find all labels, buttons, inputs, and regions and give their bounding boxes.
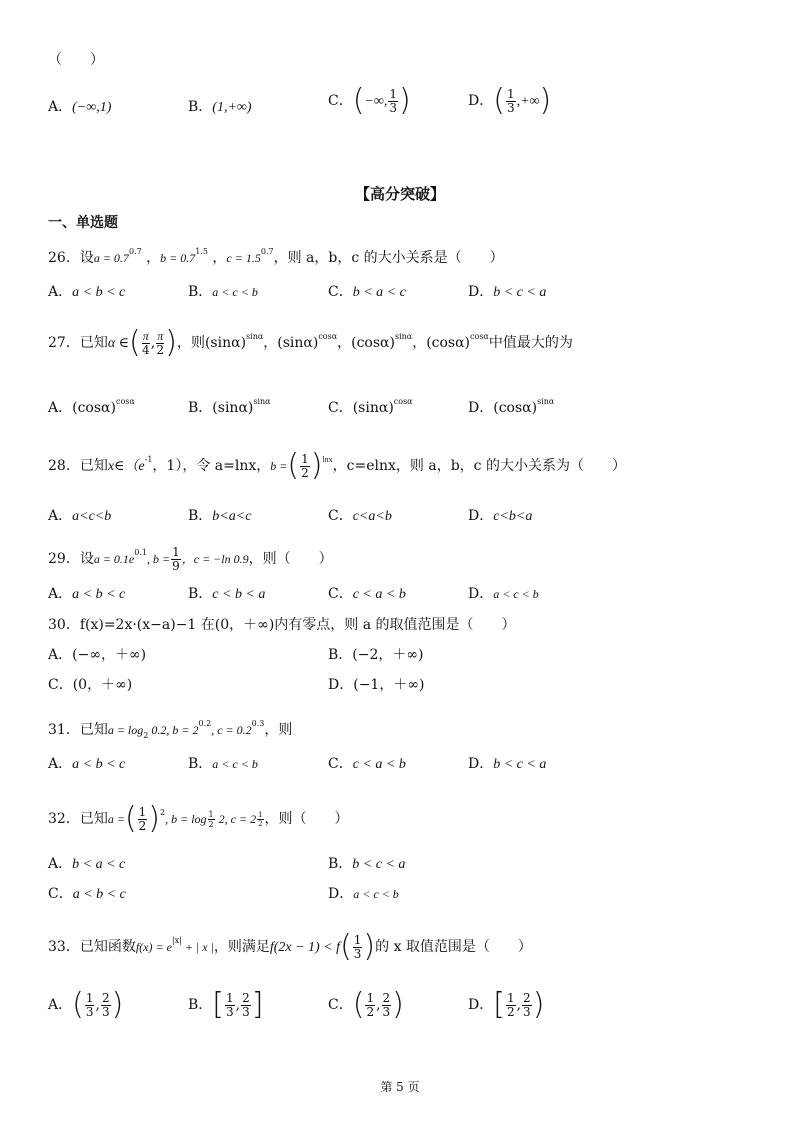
fraction: $\frac{1}{3}$: [389, 86, 398, 115]
q31-option-c[interactable]: C．c < a < b: [328, 756, 406, 772]
q33-option-c[interactable]: C．( $\frac{1}{2}$ , $\frac{2}{3}$ ): [328, 987, 404, 1022]
q26-stem: 26．设$a = 0.7^{0.7}$ ，$b = 0.7^{1.5}$ ，$c = 1.5^{0.7}$，则 a，b，c 的大小关系是（ ）: [48, 247, 504, 266]
q27-stem: 27．已知α ∈( $\frac{\pi}{4}$ , $\frac{\pi}{2}$ )，则$(\sin\alpha)^{sin\alpha}$，$(\sin\alpha)^{cos\alpha}$，$(\cos\alpha)^{sin\alpha}$，$(\cos\alpha)^{cos\alpha}$中值最大的为: [48, 325, 573, 360]
q27-option-c[interactable]: C．$(\sin\alpha)^{cos\alpha}$: [328, 397, 413, 416]
section-title: 一、单选题: [48, 215, 118, 231]
q26-option-d[interactable]: D．b < c < a: [468, 284, 547, 300]
q32-option-a[interactable]: A．b < a < c: [48, 856, 126, 872]
q29-option-a[interactable]: A．a < b < c: [48, 586, 126, 602]
q25-option-d[interactable]: D．( $\frac{1}{3}$ ,+∞): [468, 83, 552, 118]
q28-option-a[interactable]: A．a<c<b: [48, 508, 112, 524]
q33-stem: 33．已知函数$f(x) = e^{|x|}$ + | x |，则满足f(2x − 1) < f( $\frac{1}{3}$ )的 x 取值范围是（ ）: [48, 929, 532, 964]
option-letter: A．: [48, 99, 73, 115]
q33-option-a[interactable]: A．( $\frac{1}{3}$ , $\frac{2}{3}$ ): [48, 987, 124, 1022]
option-letter: C．: [328, 93, 353, 109]
q33-option-d[interactable]: D．[ $\frac{1}{2}$ , $\frac{2}{3}$ ): [468, 987, 545, 1022]
q26-option-c[interactable]: C．b < a < c: [328, 284, 406, 300]
q30-option-c[interactable]: C．(0，＋∞): [48, 677, 133, 693]
option-letter: D．: [468, 93, 494, 109]
q25-option-c[interactable]: C．(−∞, $\frac{1}{3}$ ): [328, 83, 411, 118]
option-text: (1,+∞): [212, 100, 252, 115]
q30-option-d[interactable]: D．(−1，＋∞): [328, 677, 425, 693]
q25-option-b[interactable]: [188, 97, 252, 118]
q31-option-b[interactable]: B．a < c < b: [188, 756, 258, 772]
q33-option-b[interactable]: B．[ $\frac{1}{3}$ , $\frac{2}{3}$ ]: [188, 987, 264, 1022]
q27-option-a[interactable]: A．$(\cos\alpha)^{cos\alpha}$: [48, 397, 135, 416]
q27-option-d[interactable]: D．$(\cos\alpha)^{sin\alpha}$: [468, 397, 555, 416]
fraction: $\frac{1}{3}$: [506, 86, 515, 115]
q29-option-d[interactable]: D．a < c < b: [468, 586, 539, 602]
q29-stem: 29．设$a = 0.1e^{0.1}$, b = $\frac{1}{9}$ ，c = −ln 0.9，则（ ）: [48, 544, 333, 573]
q32-option-b[interactable]: B．b < c < a: [328, 856, 406, 872]
q28-stem: 28．已知$x\in(e^{-1}$，1），令 a=lnx，b =( $\frac{1}{2}$ )$^{lnx}$，c=elnx，则 a，b，c 的大小关系为（ ）: [48, 448, 626, 483]
option-text: ,+∞: [516, 94, 540, 109]
q26-option-a[interactable]: A．a < b < c: [48, 284, 126, 300]
q32-option-c[interactable]: C．a < b < c: [48, 886, 126, 902]
q29-option-b[interactable]: B．c < b < a: [188, 586, 266, 602]
option-letter: B．: [188, 99, 213, 115]
question-number: 26．设: [48, 250, 94, 266]
q31-option-d[interactable]: D．b < c < a: [468, 756, 547, 772]
q29-option-c[interactable]: C．c < a < b: [328, 586, 406, 602]
option-text: (−∞,1): [72, 100, 112, 115]
q31-option-a[interactable]: A．a < b < c: [48, 756, 126, 772]
page-footer: 第 5 页: [380, 1080, 420, 1094]
q28-option-b[interactable]: B．b<a<c: [188, 508, 252, 524]
q26-option-b[interactable]: B．a < c < b: [188, 284, 258, 300]
q25-option-a[interactable]: [48, 97, 111, 118]
q28-option-c[interactable]: C．c<a<b: [328, 508, 392, 524]
q25-stem-tail: （ ）: [48, 52, 104, 68]
q30-option-b[interactable]: B．(−2，＋∞): [328, 647, 424, 663]
option-text: −∞,: [364, 94, 388, 109]
section-heading: 【高分突破】: [354, 185, 445, 203]
q31-stem: 31．已知$a = \log_2 0.2$, $b = 2^{0.2}$, $c = 0.2^{0.3}$，则: [48, 719, 293, 740]
q27-option-b[interactable]: B．$(\sin\alpha)^{sin\alpha}$: [188, 397, 271, 416]
q30-option-a[interactable]: A．(−∞，＋∞): [48, 647, 147, 663]
q32-option-d[interactable]: D．a < c < b: [328, 886, 399, 902]
q30-stem: 30．f(x)=2x·(x−a)−1 在(0，＋∞)内有零点，则 a 的取值范围是（ ）: [48, 617, 516, 633]
q32-stem: 32．已知a =( $\frac{1}{2}$ )$^2$, b = log $\frac{1}{2}$ 2, c = 2 $\frac{1}{2}$ ，则（ ）: [48, 801, 349, 836]
q28-option-d[interactable]: D．c<b<a: [468, 508, 533, 524]
